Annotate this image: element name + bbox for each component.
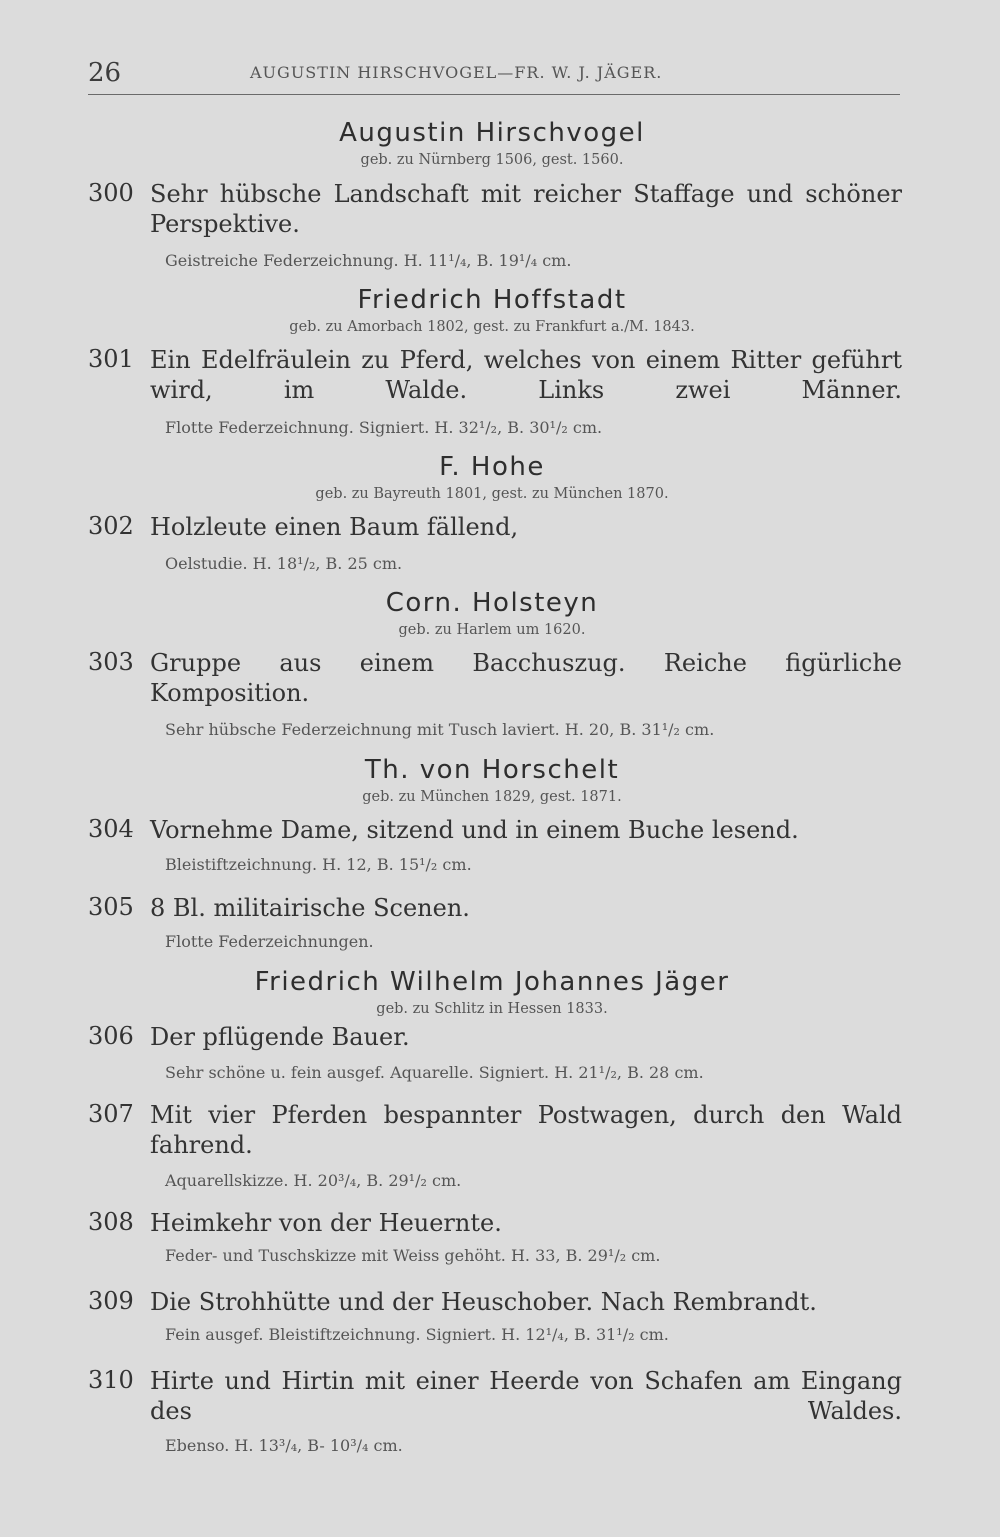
- artist-life-dates: geb. zu Bayreuth 1801, gest. zu München 1870.: [315, 486, 669, 502]
- lot-title: Ein Edelfräulein zu Pferd, welches von einem Ritter geführt wird, im Walde. Links zwei Männer.: [150, 346, 902, 404]
- lot-number: 305: [88, 893, 134, 921]
- header-rule: [88, 94, 900, 95]
- page-number: 26: [88, 58, 122, 88]
- lot-description: Sehr schöne u. fein ausgef. Aquarelle. Signiert. H. 21¹/₂, B. 28 cm.: [165, 1063, 704, 1082]
- artist-life-dates: geb. zu Nürnberg 1506, gest. 1560.: [360, 152, 624, 168]
- lot-description: Flotte Federzeichnung. Signiert. H. 32¹/₂, B. 30¹/₂ cm.: [165, 418, 603, 437]
- lot-number: 310: [88, 1366, 134, 1394]
- lot-description: Sehr hübsche Federzeichnung mit Tusch laviert. H. 20, B. 31¹/₂ cm.: [165, 720, 715, 739]
- artist-life-dates: geb. zu Harlem um 1620.: [398, 622, 586, 638]
- artist-name: Friedrich Hoffstadt: [357, 285, 627, 315]
- lot-title: Die Strohhütte und der Heuschober. Nach Rembrandt.: [150, 1288, 817, 1316]
- lot-number: 309: [88, 1287, 134, 1315]
- lot-number: 303: [88, 648, 134, 676]
- lot-description: Aquarellskizze. H. 20³/₄, B. 29¹/₂ cm.: [165, 1171, 462, 1190]
- lot-title: Heimkehr von der Heuernte.: [150, 1209, 502, 1237]
- lot-title: Holzleute einen Baum fällend,: [150, 513, 519, 541]
- lot-number: 308: [88, 1208, 134, 1236]
- lot-title: Mit vier Pferden bespannter Postwagen, durch den Wald fahrend.: [150, 1101, 902, 1159]
- lot-description: Oelstudie. H. 18¹/₂, B. 25 cm.: [165, 554, 403, 573]
- artist-life-dates: geb. zu Schlitz in Hessen 1833.: [376, 1001, 608, 1017]
- lot-number: 301: [88, 345, 134, 373]
- lot-description: Bleistiftzeichnung. H. 12, B. 15¹/₂ cm.: [165, 855, 472, 874]
- lot-description: Fein ausgef. Bleistiftzeichnung. Signiert. H. 12¹/₄, B. 31¹/₂ cm.: [165, 1325, 669, 1344]
- lot-description: Feder- und Tuschskizze mit Weiss gehöht. H. 33, B. 29¹/₂ cm.: [165, 1246, 661, 1265]
- artist-name: F. Hohe: [439, 452, 545, 482]
- lot-title: 8 Bl. militairische Scenen.: [150, 894, 470, 922]
- running-title: AUGUSTIN HIRSCHVOGEL—FR. W. J. JÄGER.: [250, 63, 663, 82]
- lot-number: 307: [88, 1100, 134, 1128]
- lot-title: Hirte und Hirtin mit einer Heerde von Schafen am Eingang des Waldes.: [150, 1367, 902, 1425]
- artist-name: Corn. Holsteyn: [385, 588, 599, 618]
- lot-description: Ebenso. H. 13³/₄, B- 10³/₄ cm.: [165, 1436, 403, 1455]
- lot-title: Sehr hübsche Landschaft mit reicher Staffage und schöner Perspektive.: [150, 180, 902, 238]
- artist-name: Friedrich Wilhelm Johannes Jäger: [254, 967, 730, 997]
- lot-number: 306: [88, 1022, 134, 1050]
- lot-number: 302: [88, 512, 134, 540]
- lot-description: Geistreiche Federzeichnung. H. 11¹/₄, B. 19¹/₄ cm.: [165, 251, 572, 270]
- lot-description: Flotte Federzeichnungen.: [165, 932, 374, 951]
- artist-name: Augustin Hirschvogel: [339, 118, 645, 148]
- lot-title: Der pflügende Bauer.: [150, 1023, 410, 1051]
- artist-life-dates: geb. zu München 1829, gest. 1871.: [362, 789, 622, 805]
- artist-life-dates: geb. zu Amorbach 1802, gest. zu Frankfurt a./M. 1843.: [289, 319, 695, 335]
- lot-title: Gruppe aus einem Bacchuszug. Reiche figürliche Komposition.: [150, 649, 902, 707]
- lot-number: 304: [88, 815, 134, 843]
- artist-name: Th. von Horschelt: [364, 755, 620, 785]
- lot-number: 300: [88, 179, 134, 207]
- lot-title: Vornehme Dame, sitzend und in einem Buche lesend.: [150, 816, 799, 844]
